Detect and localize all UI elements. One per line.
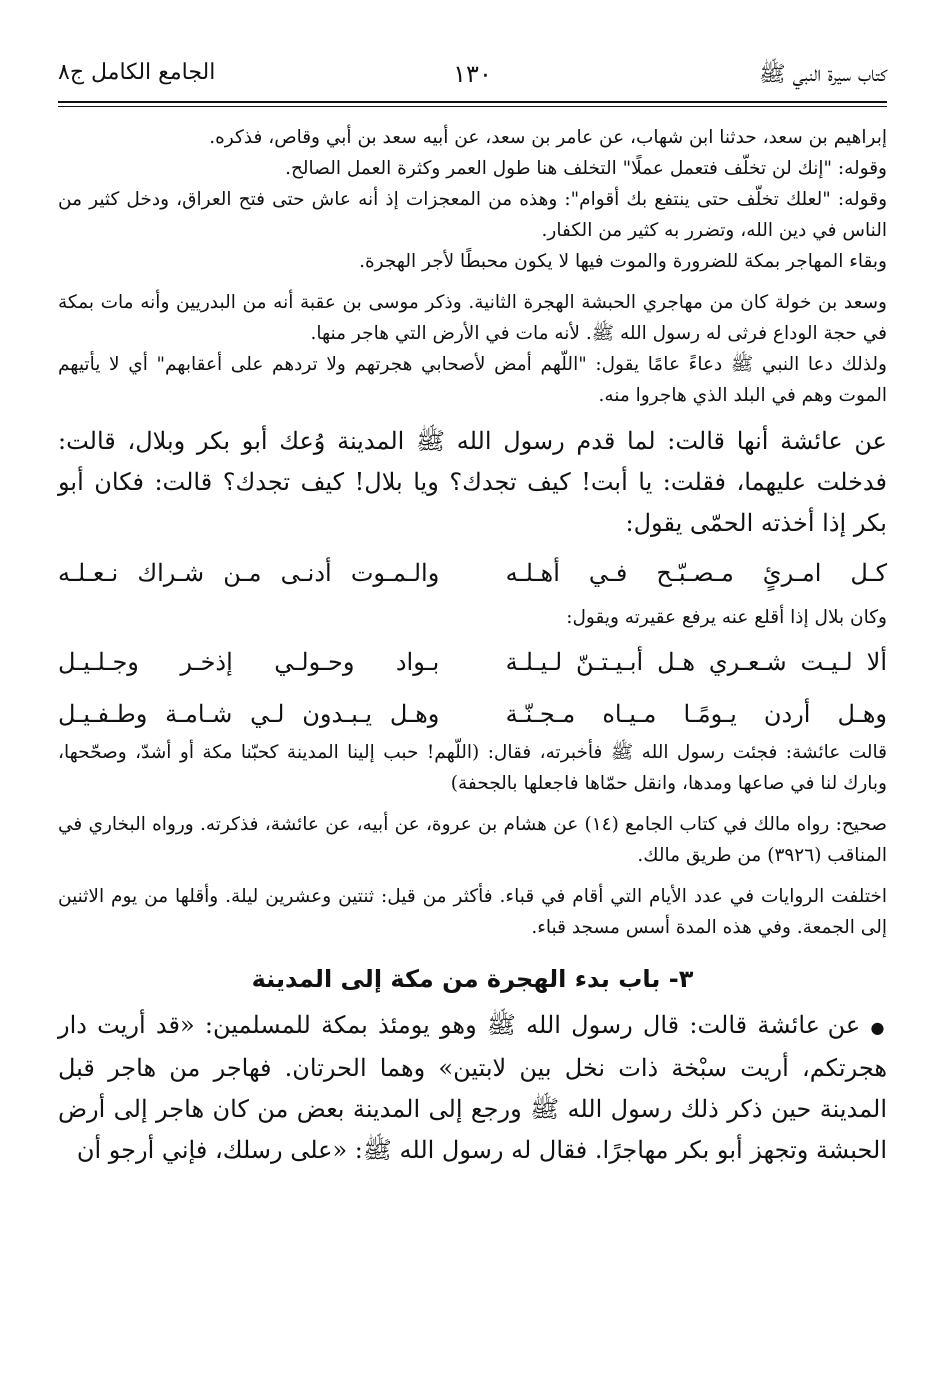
header-rule-thick <box>58 101 887 103</box>
takhrij-paragraph: اختلفت الروايات في عدد الأيام التي أقام في قباء. فأكثر من قيل: ثنتين وعشرين ليلة. وأقلها من يوم الاثنين إلى الجمعة. وفي هذه المدة أسس مسجد قباء. <box>58 886 887 938</box>
page-number: ١٣٠ <box>453 60 492 88</box>
commentary-paragraph: وقوله: "إنك لن تخلّف فتعمل عملًا" التخلف هنا طول العمر وكثرة العمل الصالح. <box>285 158 887 179</box>
commentary-paragraph: إبراهيم بن سعد، حدثنا ابن شهاب، عن عامر بن سعد، عن أبيه سعد بن أبي وقاص، فذكره. <box>209 127 887 148</box>
verse-hemistich-left: بـواد وحـولـي إذخـر وجـلـيـل <box>58 648 440 676</box>
poem-verse <box>58 691 887 737</box>
commentary-paragraph: ولذلك دعا النبي ﷺ دعاءً عامًا يقول: "اللّهم أمض لأصحابي هجرتهم ولا تردهم على أعقابهم" أي لا يأتيهم الموت وهم في البلد الذي هاجروا منه. <box>58 354 887 406</box>
verse-hemistich-left: والـمـوت أدنـى مـن شـراك نـعـلـه <box>58 559 440 587</box>
page-content <box>58 122 887 1171</box>
page-header <box>58 60 887 96</box>
commentary-paragraph: وبقاء المهاجر بمكة للضرورة والموت فيها لا يكون محبطًا لأجر الهجرة. <box>359 251 887 272</box>
commentary-paragraph: وقوله: "لعلك تخلّف حتى ينتفع بك أقوام": وهذه من المعجزات إذ أنه عاش حتى فتح العراق، ودخل كثير من الناس في دين الله، وتضرر به كثير من الكفار. <box>58 189 887 241</box>
verse-hemistich-left: وهـل يـبـدون لـي شـامـة وطـفـيـل <box>58 700 440 728</box>
commentary-paragraph: وسعد بن خولة كان من مهاجري الحبشة الهجرة الثانية. وذكر موسى بن عقبة أنه من البدريين وأنه مات بمكة في حجة الوداع فرثى له رسول الله ﷺ. لأنه مات في الأرض التي هاجر منها. <box>58 292 887 344</box>
book-title: كتاب سيرة النبي ﷺ <box>759 62 887 87</box>
chapter-heading: ٣- باب بدء الهجرة من مكة إلى المدينة <box>251 965 694 993</box>
chapter-hadith: عن عائشة قالت: قال رسول الله ﷺ وهو يومئذ بمكة للمسلمين: «قد أريت دار هجرتكم، أريت سبْخة ذات نخل بين لابتين» وهما الحرتان. فهاجر من هاجر قبل المدينة حين ذكر ذلك رسول الله ﷺ ورجع إلى المدينة بعض من كان هاجر إلى أرض الحبشة وتجهز أبو بكر مهاجرًا. فقال له رسول الله ﷺ: «على رسلك، فإني أرجو أن <box>58 1011 887 1164</box>
takhrij-paragraph: صحيح: رواه مالك في كتاب الجامع (١٤) عن هشام بن عروة، عن أبيه، عن عائشة، فذكرته. ورواه البخاري في المناقب (٣٩٢٦) من طريق مالك. <box>58 814 887 866</box>
header-rule-thin <box>58 106 887 107</box>
poem-verse <box>58 544 887 602</box>
poem-verse <box>58 633 887 691</box>
verse-hemistich-right: ألا لـيـت شـعـري هـل أبـيـتـنّ لـيـلـة <box>505 648 887 676</box>
bullet-icon: ● <box>870 1018 888 1037</box>
bilal-intro: وكان بلال إذا أقلع عنه يرفع عقيرته ويقول: <box>566 607 887 628</box>
chapter-text <box>58 1005 887 1171</box>
collection-title: الجامع الكامل ج٨ <box>58 60 216 85</box>
verse-hemistich-right: وهـل أردن يـومًـا مـيـاه مـجـنّـة <box>505 700 887 728</box>
verse-hemistich-right: كـل امـرئٍ مـصـبّـح فـي أهـلـه <box>505 559 887 587</box>
aisha-conclusion: قالت عائشة: فجئت رسول الله ﷺ فأخبرته، فقال: (اللّهم! حبب إلينا المدينة كحبّنا مكة أو أشدّ، وصحّحها، وبارك لنا في صاعها ومدها، وانقل حمّاها فاجعلها بالجحفة) <box>58 742 887 794</box>
hadith-text: عن عائشة أنها قالت: لما قدم رسول الله ﷺ المدينة وُعك أبو بكر وبلال، قالت: فدخلت عليهما، فقلت: يا أبت! كيف تجدك؟ ويا بلال! كيف تجدك؟ قالت: فكان أبو بكر إذا أخذته الحمّى يقول: <box>58 427 888 537</box>
